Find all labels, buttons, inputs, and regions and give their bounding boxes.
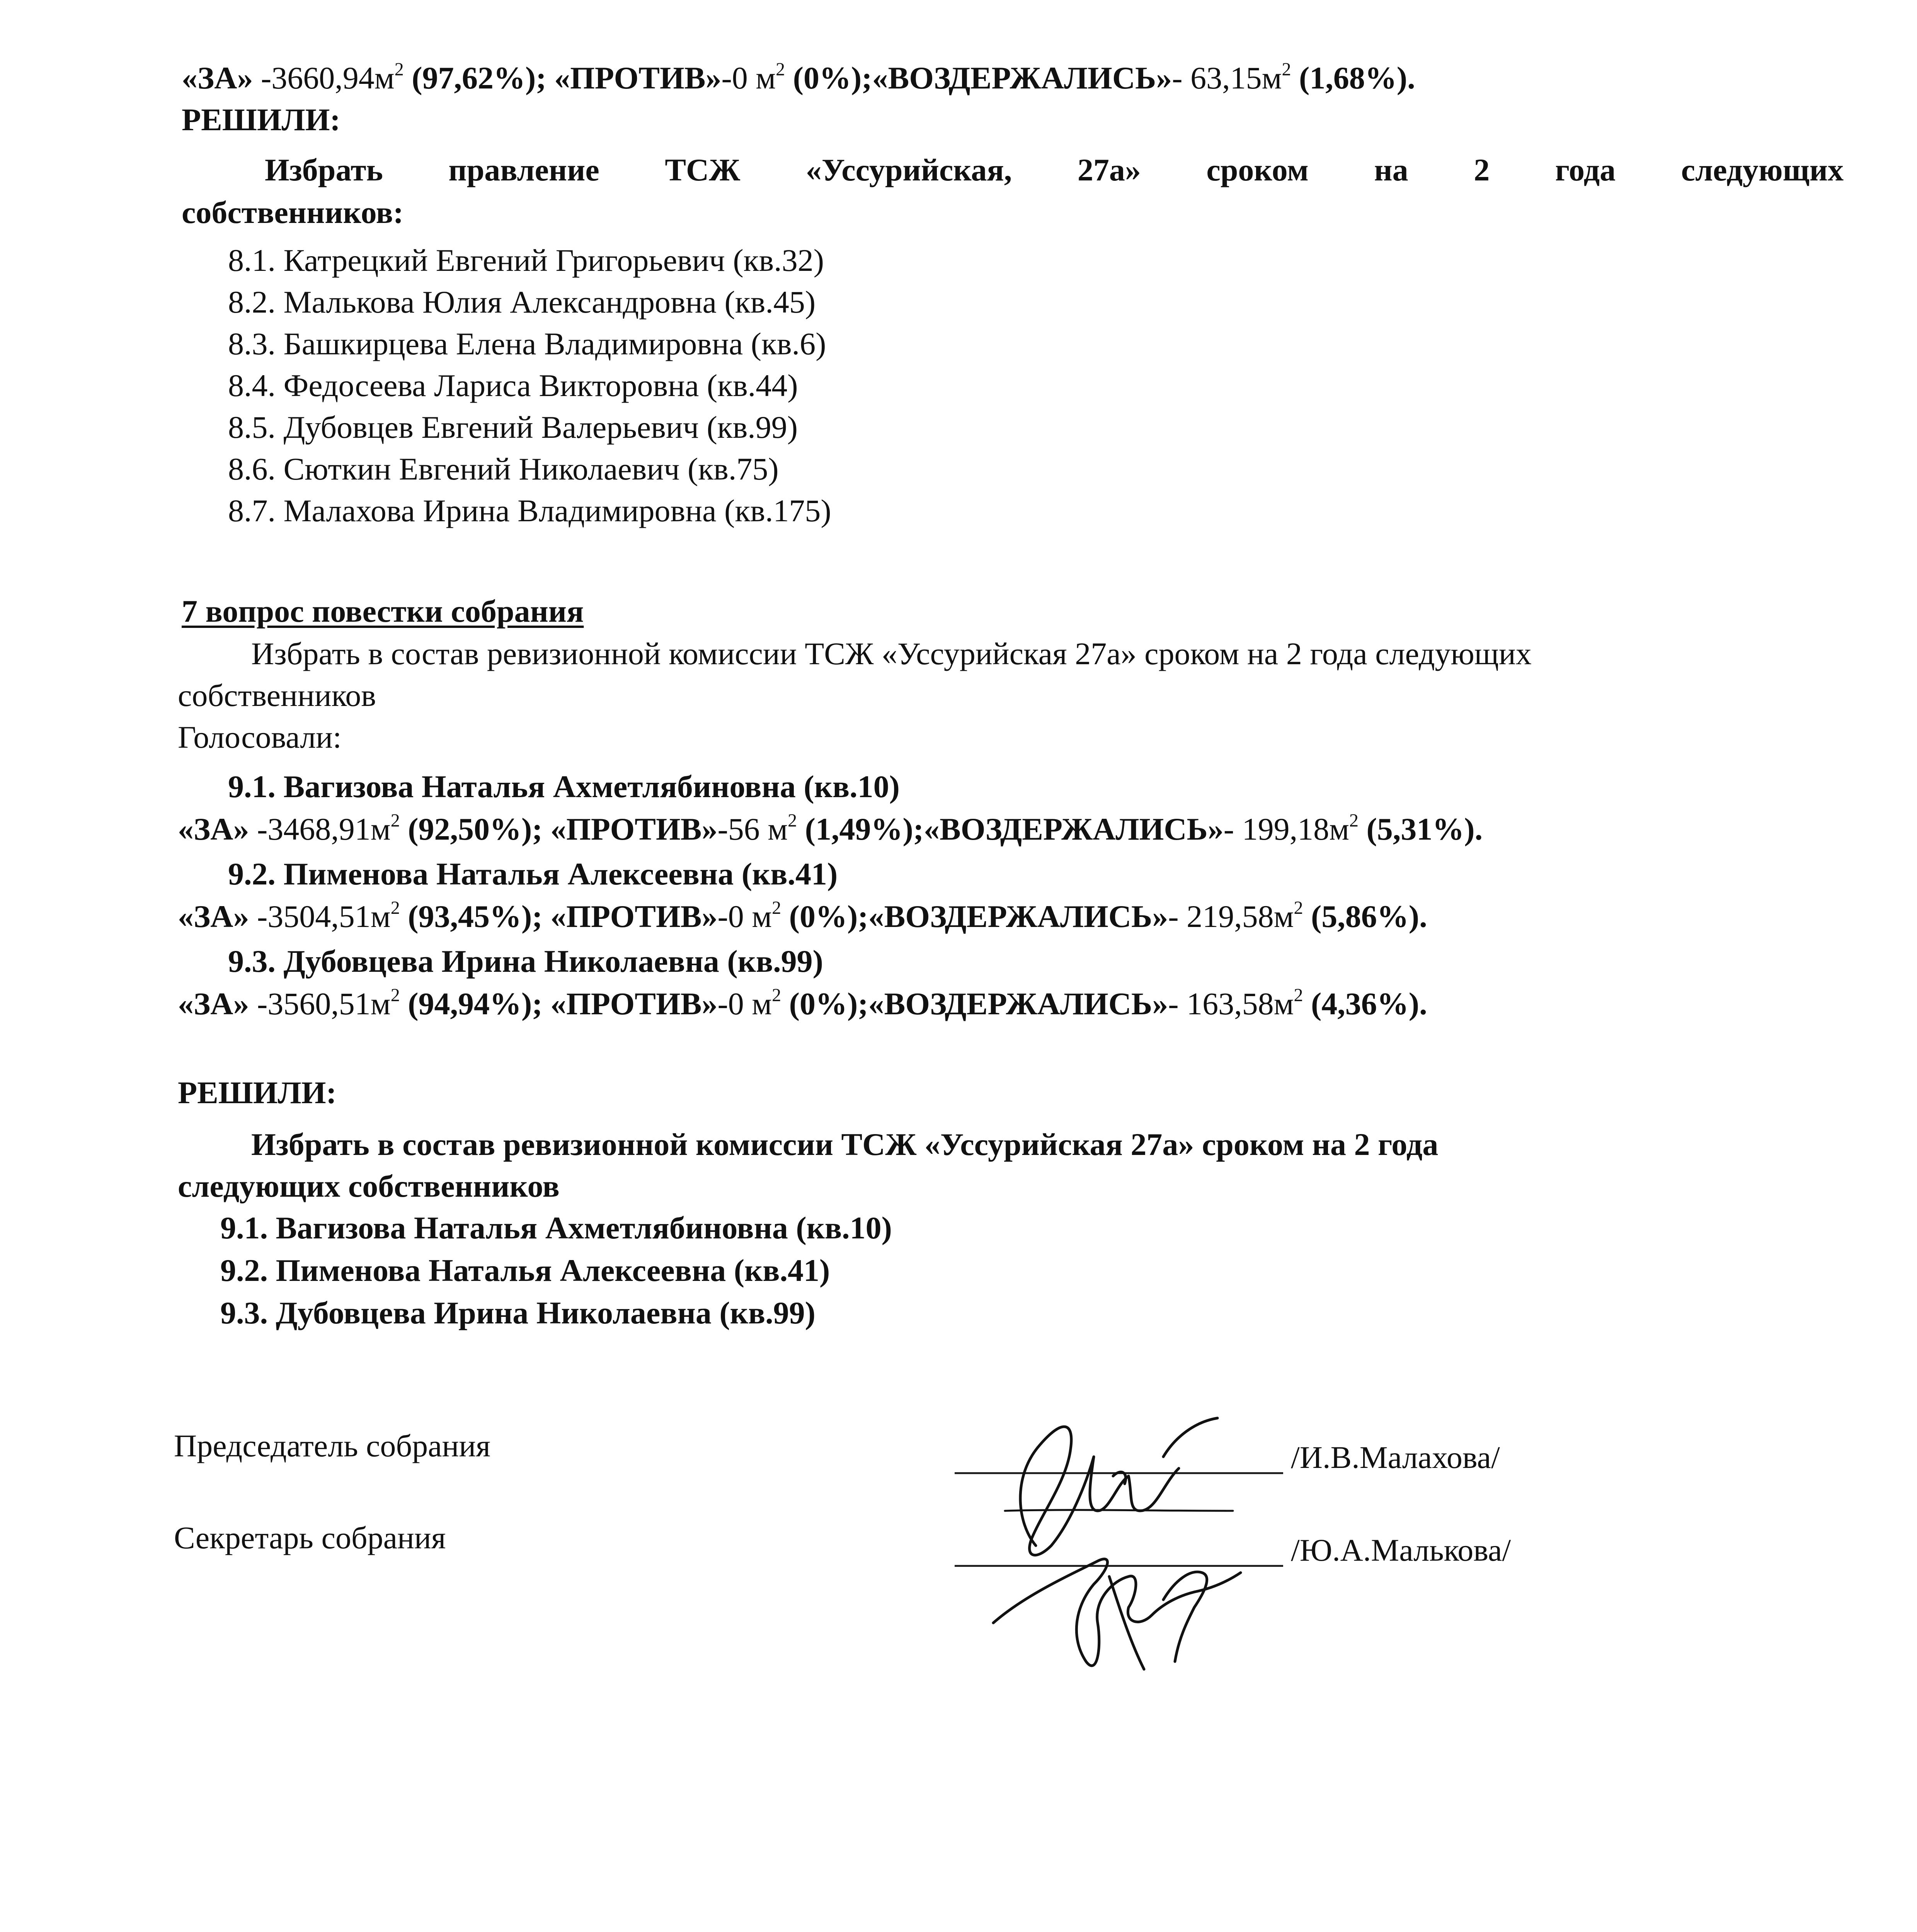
- vozd-pct: (1,68%).: [1291, 60, 1415, 95]
- sup: 2: [1294, 898, 1303, 918]
- q7-voted-label: Голосовали:: [178, 719, 342, 755]
- za-value: -3468,91м: [249, 811, 391, 847]
- protiv-value: -56 м: [717, 811, 788, 847]
- za-label: «ЗА»: [178, 986, 249, 1021]
- sup: 2: [390, 898, 400, 918]
- protiv-pct: (0%);: [785, 60, 872, 95]
- vozd-value: - 63,15м: [1172, 60, 1282, 95]
- q7-decision-heading: РЕШИЛИ:: [178, 1075, 337, 1110]
- list-item: 8.6. Сюткин Евгений Николаевич (кв.75): [228, 451, 779, 486]
- candidate-name: 9.2. Пименова Наталья Алексеевна (кв.41): [228, 856, 838, 891]
- list-item: 8.4. Федосеева Лариса Викторовна (кв.44): [228, 368, 798, 403]
- za-value: -3660,94м: [253, 60, 395, 95]
- handwritten-signature: [947, 1329, 1256, 1677]
- vozd-pct: (5,31%).: [1358, 811, 1483, 847]
- q8-vote-line: [182, 58, 1415, 98]
- vozd-label: «ВОЗДЕРЖАЛИСЬ»: [868, 986, 1168, 1021]
- candidate-vote-line: [178, 809, 1483, 849]
- list-item: 8.1. Катрецкий Евгений Григорьевич (кв.32): [228, 243, 824, 278]
- protiv-pct: (1,49%);: [797, 811, 924, 847]
- vozd-label: «ВОЗДЕРЖАЛИСЬ»: [868, 899, 1168, 934]
- q8-decision-text-line1: [182, 150, 1844, 190]
- sup: 2: [390, 985, 400, 1005]
- za-label: «ЗА»: [178, 811, 249, 847]
- za-value: -3504,51м: [249, 899, 391, 934]
- protiv-label: «ПРОТИВ»: [546, 60, 722, 95]
- q7-decision-text-line2: следующих собственников: [178, 1168, 560, 1204]
- chair-name: /И.В.Малахова/: [1291, 1440, 1500, 1475]
- list-item: 9.2. Пименова Наталья Алексеевна (кв.41): [220, 1253, 830, 1288]
- list-item: 8.2. Малькова Юлия Александровна (кв.45): [228, 284, 816, 320]
- candidate-vote-line: [178, 896, 1427, 937]
- list-item: 9.1. Вагизова Наталья Ахметлябиновна (кв.10): [220, 1210, 892, 1245]
- secretary-label: Секретарь собрания: [174, 1520, 446, 1555]
- sup: 2: [1282, 59, 1291, 80]
- q7-heading: 7 вопрос повестки собрания: [182, 594, 584, 629]
- sup: 2: [394, 59, 404, 80]
- za-value: -3560,51м: [249, 986, 391, 1021]
- vozd-value: - 199,18м: [1223, 811, 1349, 847]
- za-label: «ЗА»: [182, 60, 253, 95]
- za-pct: (93,45%);: [400, 899, 543, 934]
- sup: 2: [776, 59, 785, 80]
- vozd-label: «ВОЗДЕРЖАЛИСЬ»: [872, 60, 1172, 95]
- protiv-pct: (0%);: [781, 986, 868, 1021]
- za-pct: (92,50%);: [400, 811, 543, 847]
- protiv-label: «ПРОТИВ»: [542, 986, 718, 1021]
- sup: 2: [772, 985, 781, 1005]
- vozd-pct: (5,86%).: [1303, 899, 1427, 934]
- protiv-label: «ПРОТИВ»: [542, 899, 718, 934]
- q7-decision-text-line1: Избрать в состав ревизионной комиссии ТСЖ «Уссурийская 27а» сроком на 2 года: [251, 1127, 1439, 1162]
- candidate-vote-line: [178, 984, 1427, 1024]
- protiv-label: «ПРОТИВ»: [542, 811, 718, 847]
- q8-decision-text-line1-content: Избрать правление ТСЖ «Уссурийская, 27а» сроком на 2 года следующих: [265, 152, 1844, 187]
- q8-decision-text-line2: собственников:: [182, 195, 404, 230]
- vozd-label: «ВОЗДЕРЖАЛИСЬ»: [924, 811, 1224, 847]
- chair-label: Председатель собрания: [174, 1428, 490, 1463]
- sup: 2: [1349, 810, 1359, 831]
- sup: 2: [390, 810, 400, 831]
- q7-text-line2: собственников: [178, 678, 376, 713]
- candidate-name: 9.3. Дубовцева Ирина Николаевна (кв.99): [228, 944, 823, 979]
- candidate-name: 9.1. Вагизова Наталья Ахметлябиновна (кв.10): [228, 769, 900, 804]
- vozd-pct: (4,36%).: [1303, 986, 1427, 1021]
- vozd-value: - 219,58м: [1168, 899, 1294, 934]
- q7-text-line1: Избрать в состав ревизионной комиссии ТСЖ «Уссурийская 27а» сроком на 2 года следующих: [251, 636, 1532, 671]
- secretary-name: /Ю.А.Малькова/: [1291, 1532, 1511, 1568]
- za-pct: (94,94%);: [400, 986, 543, 1021]
- protiv-value: -0 м: [717, 899, 772, 934]
- list-item: 8.5. Дубовцев Евгений Валерьевич (кв.99): [228, 410, 798, 445]
- za-label: «ЗА»: [178, 899, 249, 934]
- sup: 2: [1294, 985, 1303, 1005]
- protiv-pct: (0%);: [781, 899, 868, 934]
- sup: 2: [788, 810, 797, 831]
- list-item: 8.3. Башкирцева Елена Владимировна (кв.6): [228, 326, 826, 361]
- sup: 2: [772, 898, 781, 918]
- vozd-value: - 163,58м: [1168, 986, 1294, 1021]
- protiv-value: -0 м: [717, 986, 772, 1021]
- list-item: 8.7. Малахова Ирина Владимировна (кв.175): [228, 493, 831, 528]
- list-item: 9.3. Дубовцева Ирина Николаевна (кв.99): [220, 1295, 815, 1330]
- za-pct: (97,62%);: [403, 60, 546, 95]
- protiv-value: -0 м: [721, 60, 776, 95]
- q8-decision-heading: РЕШИЛИ:: [182, 102, 340, 137]
